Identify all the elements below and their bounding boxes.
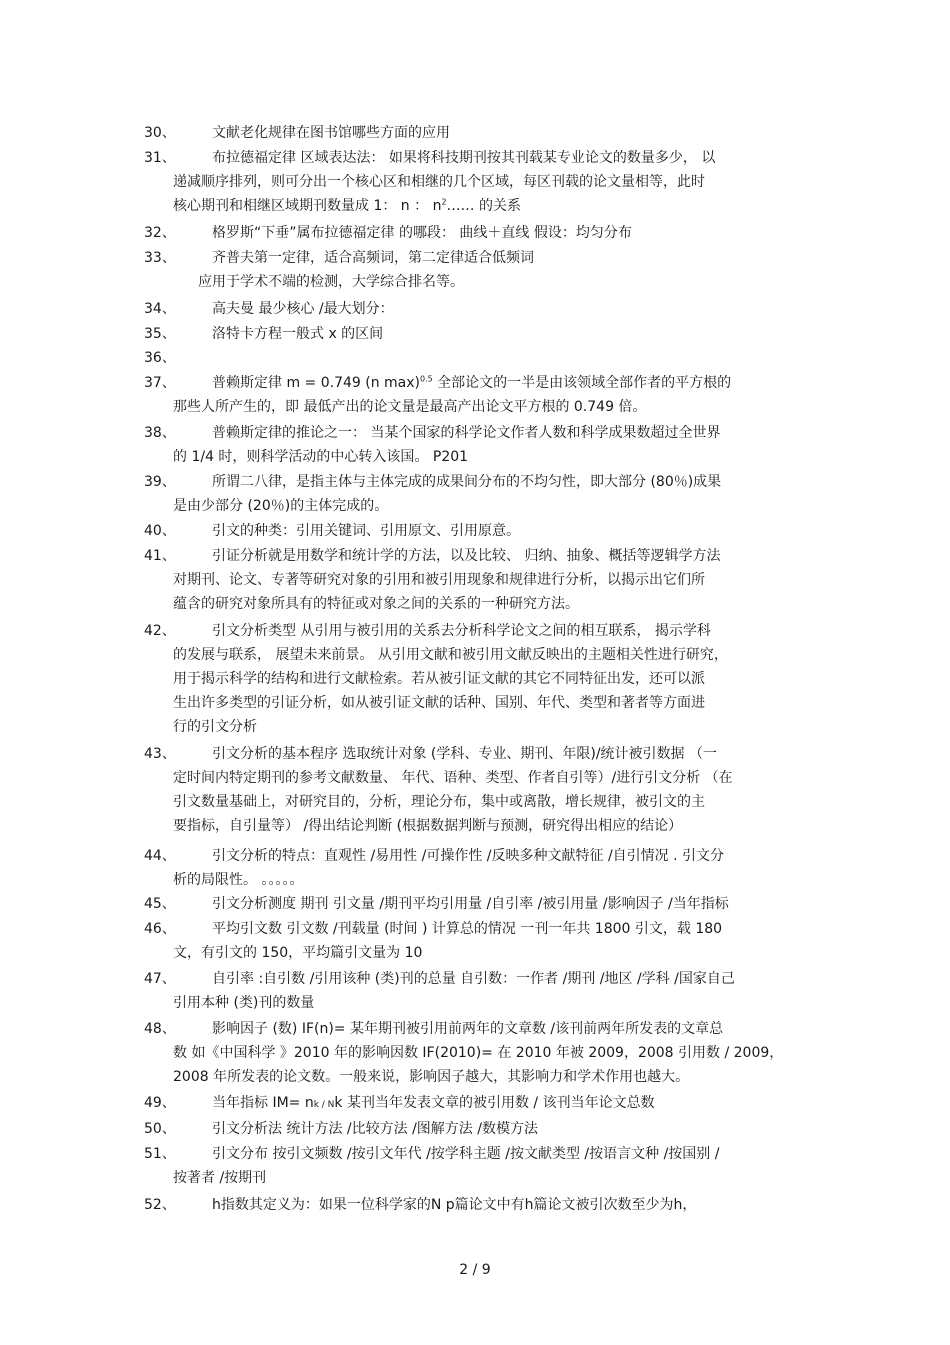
item-text-line: 文，有引文的 150，平均篇引文量为 10 [173,945,423,961]
item-number: 52、 [144,1197,176,1213]
item-text-line: 按著者 /按期刊 [173,1170,267,1186]
text-after-script: …… 的关系 [446,198,521,214]
item-text-line: 对期刊、论文、专著等研究对象的引用和被引用现象和规律进行分析，以揭示出它们所 [173,572,705,588]
item-number: 51、 [144,1146,176,1162]
item-text-line: 引文分析类型 从引用与被引用的关系去分析科学论文之间的相互联系， 揭示学科 [212,623,711,639]
item-number: 48、 [144,1021,176,1037]
item-number: 47、 [144,971,176,987]
item-text-line: 洛特卡方程一般式 x 的区间 [212,326,384,342]
item-text-line: 引文分析法 统计方法 /比较方法 /图解方法 /数模方法 [212,1121,538,1137]
item-text-line: 引文分析的基本程序 选取统计对象 (学科、专业、期刊、年限)/统计被引数据 （一 [212,746,717,762]
item-text-line: 引文分布 按引文频数 /按引文年代 /按学科主题 /按文献类型 /按语言文种 /按国别 / [212,1146,720,1162]
item-number: 32、 [144,225,176,241]
item-text-line: 生出许多类型的引证分析，如从被引证文献的话种、国别、年代、类型和著者等方面进 [173,695,705,711]
item-text-line: 自引率 :自引数 /引用该种 (类)刊的总量 自引数：一作者 /期刊 /地区 /学科 /国家自己 [212,971,735,987]
item-text-line: 那些人所产生的，即 最低产出的论文量是最高产出论文平方根的 0.749 倍。 [173,399,647,415]
item-text-line: 2008 年所发表的论文数。一般来说，影响因子越大，其影响力和学术作用也越大。 [173,1069,690,1085]
item-number: 37、 [144,375,176,391]
item-text-line: 所谓二八律，是指主体与主体完成的成果间分布的不均匀性，即大部分 (80％)成果 [212,474,722,490]
item-text-line: 普赖斯定律的推论之一： 当某个国家的科学论文作者人数和科学成果数超过全世界 [212,425,721,441]
text-after-script: k 某刊当年发表文章的被引用数 / 该刊当年论文总数 [334,1095,655,1111]
item-text-line: 是由少部分 (20％)的主体完成的。 [173,498,389,514]
script-text: 2 [441,197,447,207]
item-text-line: 行的引文分析 [173,719,257,735]
item-text-line: 定时间内特定期刊的参考文献数量、 年代、语种、类型、作者自引等）/进行引文分析 （在 [173,770,733,786]
item-text-line: 用于揭示科学的结构和进行文献检索。若从被引证文献的其它不同特征出发，还可以派 [173,671,705,687]
item-text-line: h指数其定义为：如果一位科学家的N p篇论文中有h篇论文被引次数至少为h， [212,1197,697,1213]
item-text-line: 布拉德福定律 区域表达法： 如果将科技期刊按其刊载某专业论文的数量多少， 以 [212,150,716,166]
item-text-line: 递减顺序排列，则可分出一个核心区和相继的几个区域，每区刊载的论文量相等，此时 [173,174,705,190]
item-number: 31、 [144,150,176,166]
item-text-line: 数 如《中国科学 》2010 年的影响因数 IF(2010)= 在 2010 年被 2009，2008 引用数 / 2009， [173,1045,784,1061]
item-text-line: 平均引文数 引文数 /刊载量 (时间 ) 计算总的情况 一刊一年共 1800 引文，载 180 [212,921,723,937]
page-number: 2 / 9 [459,1262,491,1278]
text-after-exponent: 全部论文的一半是由该领域全部作者的平方根的 [432,375,732,391]
item-text-line: 文献老化规律在图书馆哪些方面的应用 [212,125,450,141]
item-number: 50、 [144,1121,176,1137]
item-number: 44、 [144,848,176,864]
exponent: 0.5 [420,374,433,384]
item-text-line: 应用于学术不端的检测，大学综合排名等。 [198,274,464,290]
item-text-line: 蕴含的研究对象所具有的特征或对象之间的关系的一种研究方法。 [173,596,579,612]
item-text-line: 的 1/4 时，则科学活动的中心转入该国。 P201 [173,449,469,465]
item-text-line: 引文分析测度 期刊 引文量 /期刊平均引用量 /自引率 /被引用量 /影响因子 /当年指标 [212,896,729,912]
item-text-line: 的发展与联系， 展望未来前景。 从引用文献和被引用文献反映出的主题相关性进行研究， [173,647,728,663]
item-text-line: 影响因子 (数) IF(n)= 某年期刊被引用前两年的文章数 /该刊前两年所发表的文章总 [212,1021,724,1037]
item-text-line: 齐普夫第一定律，适合高频词，第二定律适合低频词 [212,250,534,266]
script-text: k / N [313,1100,335,1110]
item-number: 46、 [144,921,176,937]
item-number: 43、 [144,746,176,762]
item-number: 33、 [144,250,176,266]
item-text-line: 格罗斯“下垂”属布拉德福定律 的哪段： 曲线＋直线 假设：均匀分布 [212,225,632,241]
item-number: 40、 [144,523,176,539]
item-number: 42、 [144,623,176,639]
item-text-line: 普赖斯定律 m = 0.749 (n max)$^{0.5}$ 全部论文的一半是由该领域全部作者的平方根的 [212,374,732,391]
item-number: 49、 [144,1095,176,1111]
item-text-line: 引文分析的特点：直观性 /易用性 /可操作性 /反映多种文献特征 /自引情况 . 引文分 [212,848,725,864]
item-text-line: 核心期刊和相继区域期刊数量成 1： n ： $n^2\dots\dots$ 的关系 [173,197,521,214]
item-text-line: 当年指标 IM= nk / Nk 某刊当年发表文章的被引用数 / 该刊当年论文总数 [212,1095,655,1111]
item-number: 30、 [144,125,176,141]
item-text-line: 引文的种类：引用关键词、引用原文、引用原意。 [212,523,520,539]
item-number: 39、 [144,474,176,490]
item-text-line: 引证分析就是用数学和统计学的方法，以及比较、 归纳、抽象、概括等逻辑学方法 [212,548,721,564]
item-number: 35、 [144,326,176,342]
item-number: 34、 [144,301,176,317]
item-text-line: 高夫曼 最少核心 /最大划分： [212,301,394,317]
item-number: 45、 [144,896,176,912]
item-number: 38、 [144,425,176,441]
item-text-line: 引用本种 (类)刊的数量 [173,995,315,1011]
item-number: 41、 [144,548,176,564]
item-text-line: 析的局限性。 。。。。。 [173,872,304,888]
item-text-line: 引文数量基础上，对研究目的，分析，理论分布，集中或离散，增长规律，被引文的主 [173,794,705,810]
item-number: 36、 [144,350,176,366]
item-text-line: 要指标，自引量等） /得出结论判断 (根据数据判断与预测，研究得出相应的结论） [173,818,683,834]
